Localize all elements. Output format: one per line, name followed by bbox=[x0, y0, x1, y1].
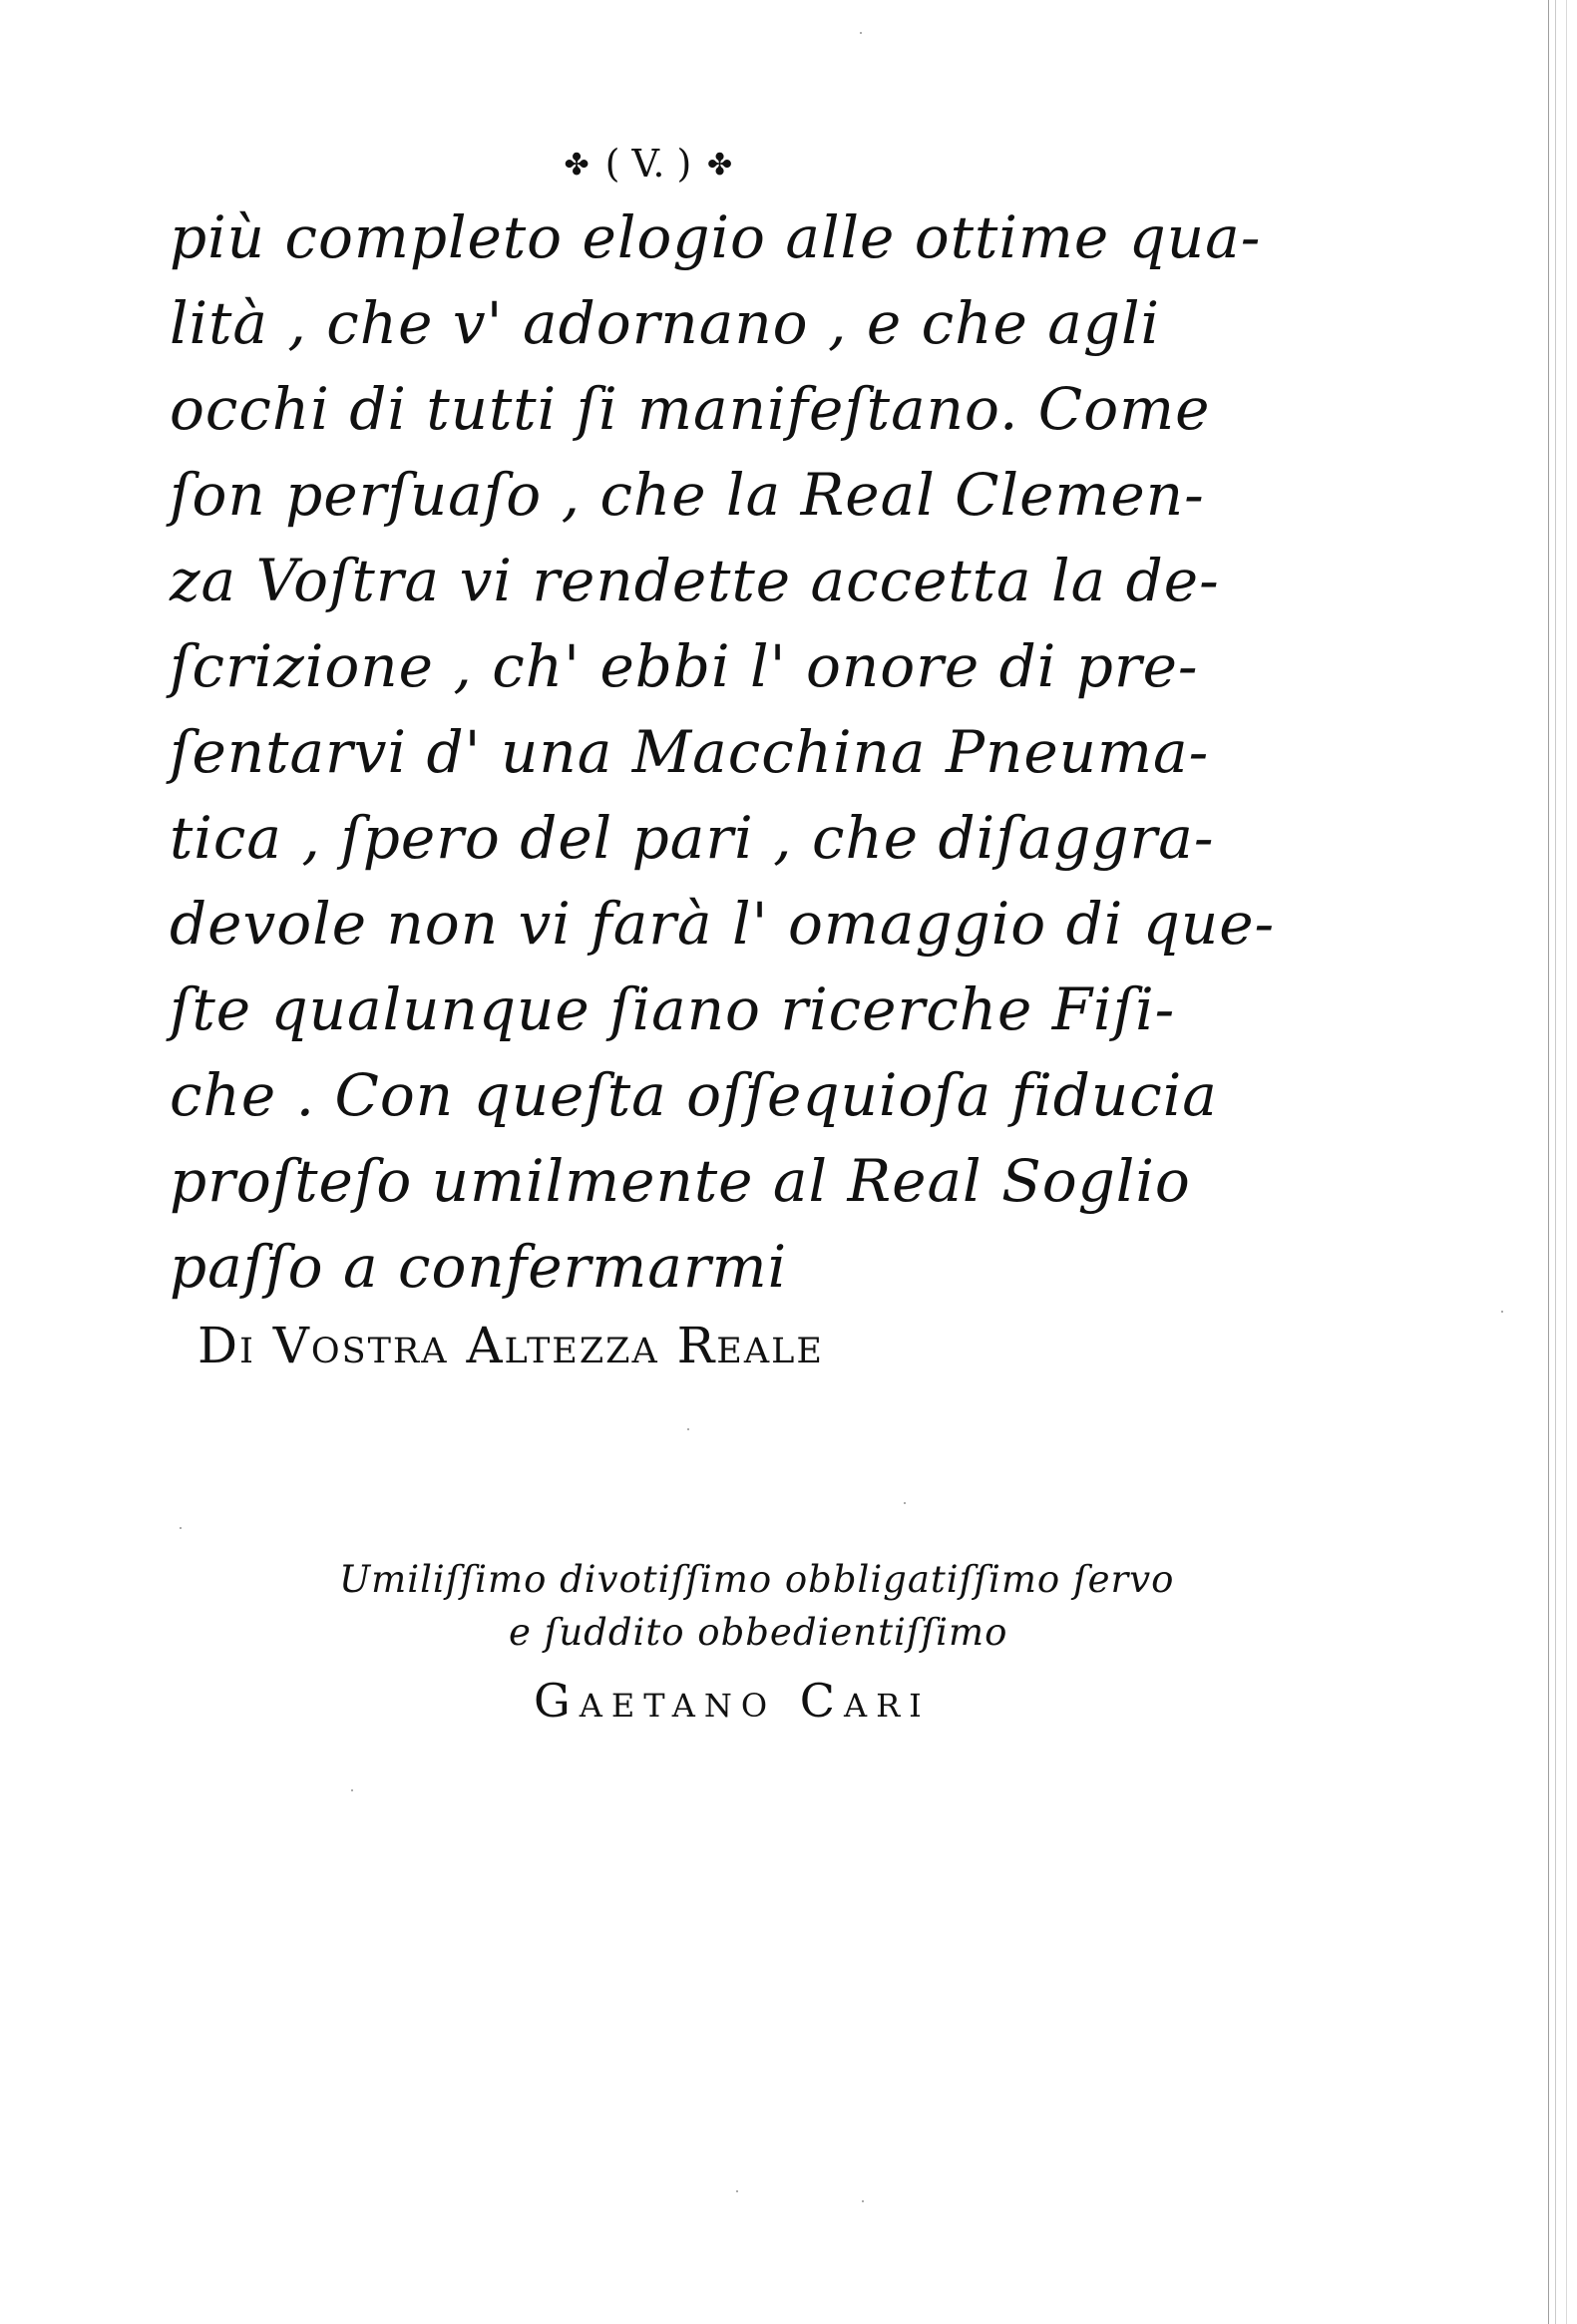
page-header bbox=[499, 142, 798, 186]
text-line: devole non vi farà l' omaggio di que- bbox=[170, 890, 1276, 958]
closing-line: Di Vostra Altezza Reale bbox=[197, 1317, 824, 1374]
page-number: ( V. ) bbox=[604, 142, 692, 186]
signature-name: Gaetano Cari bbox=[534, 1674, 931, 1728]
paper-speck bbox=[862, 2200, 864, 2202]
signature-line-1: Umiliſſimo divotiſſimo obbligatiſſimo ſervo bbox=[339, 1558, 1175, 1601]
page-edge-line bbox=[1548, 0, 1549, 2324]
text-line: che . Con queſta oſſequioſa fiducia bbox=[170, 1061, 1218, 1129]
text-line: più completo elogio alle ottime qua- bbox=[170, 203, 1262, 271]
text-line: ſentarvi d' una Macchina Pneuma- bbox=[170, 718, 1210, 786]
page-edge-line bbox=[1566, 0, 1567, 2324]
paper-speck bbox=[904, 1502, 906, 1504]
text-line: ſon perſuaſo , che la Real Clemen- bbox=[170, 461, 1205, 529]
paper-speck bbox=[860, 32, 862, 34]
paper-speck bbox=[736, 2190, 738, 2192]
text-line: occhi di tutti ſi manifeſtano. Come bbox=[170, 375, 1211, 443]
paper-speck bbox=[687, 1428, 689, 1430]
text-line: za Voſtra vi rendette accetta la de- bbox=[170, 547, 1220, 614]
text-line: ſte qualunque ſiano ricerche Fiſi- bbox=[170, 975, 1176, 1043]
right-ornament-icon: ✤ bbox=[707, 148, 733, 183]
signature-block bbox=[339, 1558, 1175, 1728]
text-line: paſſo a confermarmi bbox=[170, 1233, 788, 1301]
paper-speck bbox=[1501, 1311, 1503, 1313]
text-line: proſteſo umilmente al Real Soglio bbox=[170, 1147, 1191, 1215]
signature-line-2: e ſuddito obbedientiſſimo bbox=[509, 1611, 1008, 1654]
paper-speck bbox=[351, 1789, 353, 1791]
text-line: tica , ſpero del pari , che diſaggra- bbox=[170, 804, 1215, 872]
page-edge-line bbox=[1555, 0, 1556, 2324]
main-text bbox=[170, 194, 1276, 1310]
text-line: ſcrizione , ch' ebbi l' onore di pre- bbox=[170, 632, 1199, 700]
paper-speck bbox=[180, 1527, 182, 1529]
left-ornament-icon: ✤ bbox=[564, 148, 590, 183]
text-line: lità , che v' adornano , e che agli bbox=[170, 289, 1161, 357]
